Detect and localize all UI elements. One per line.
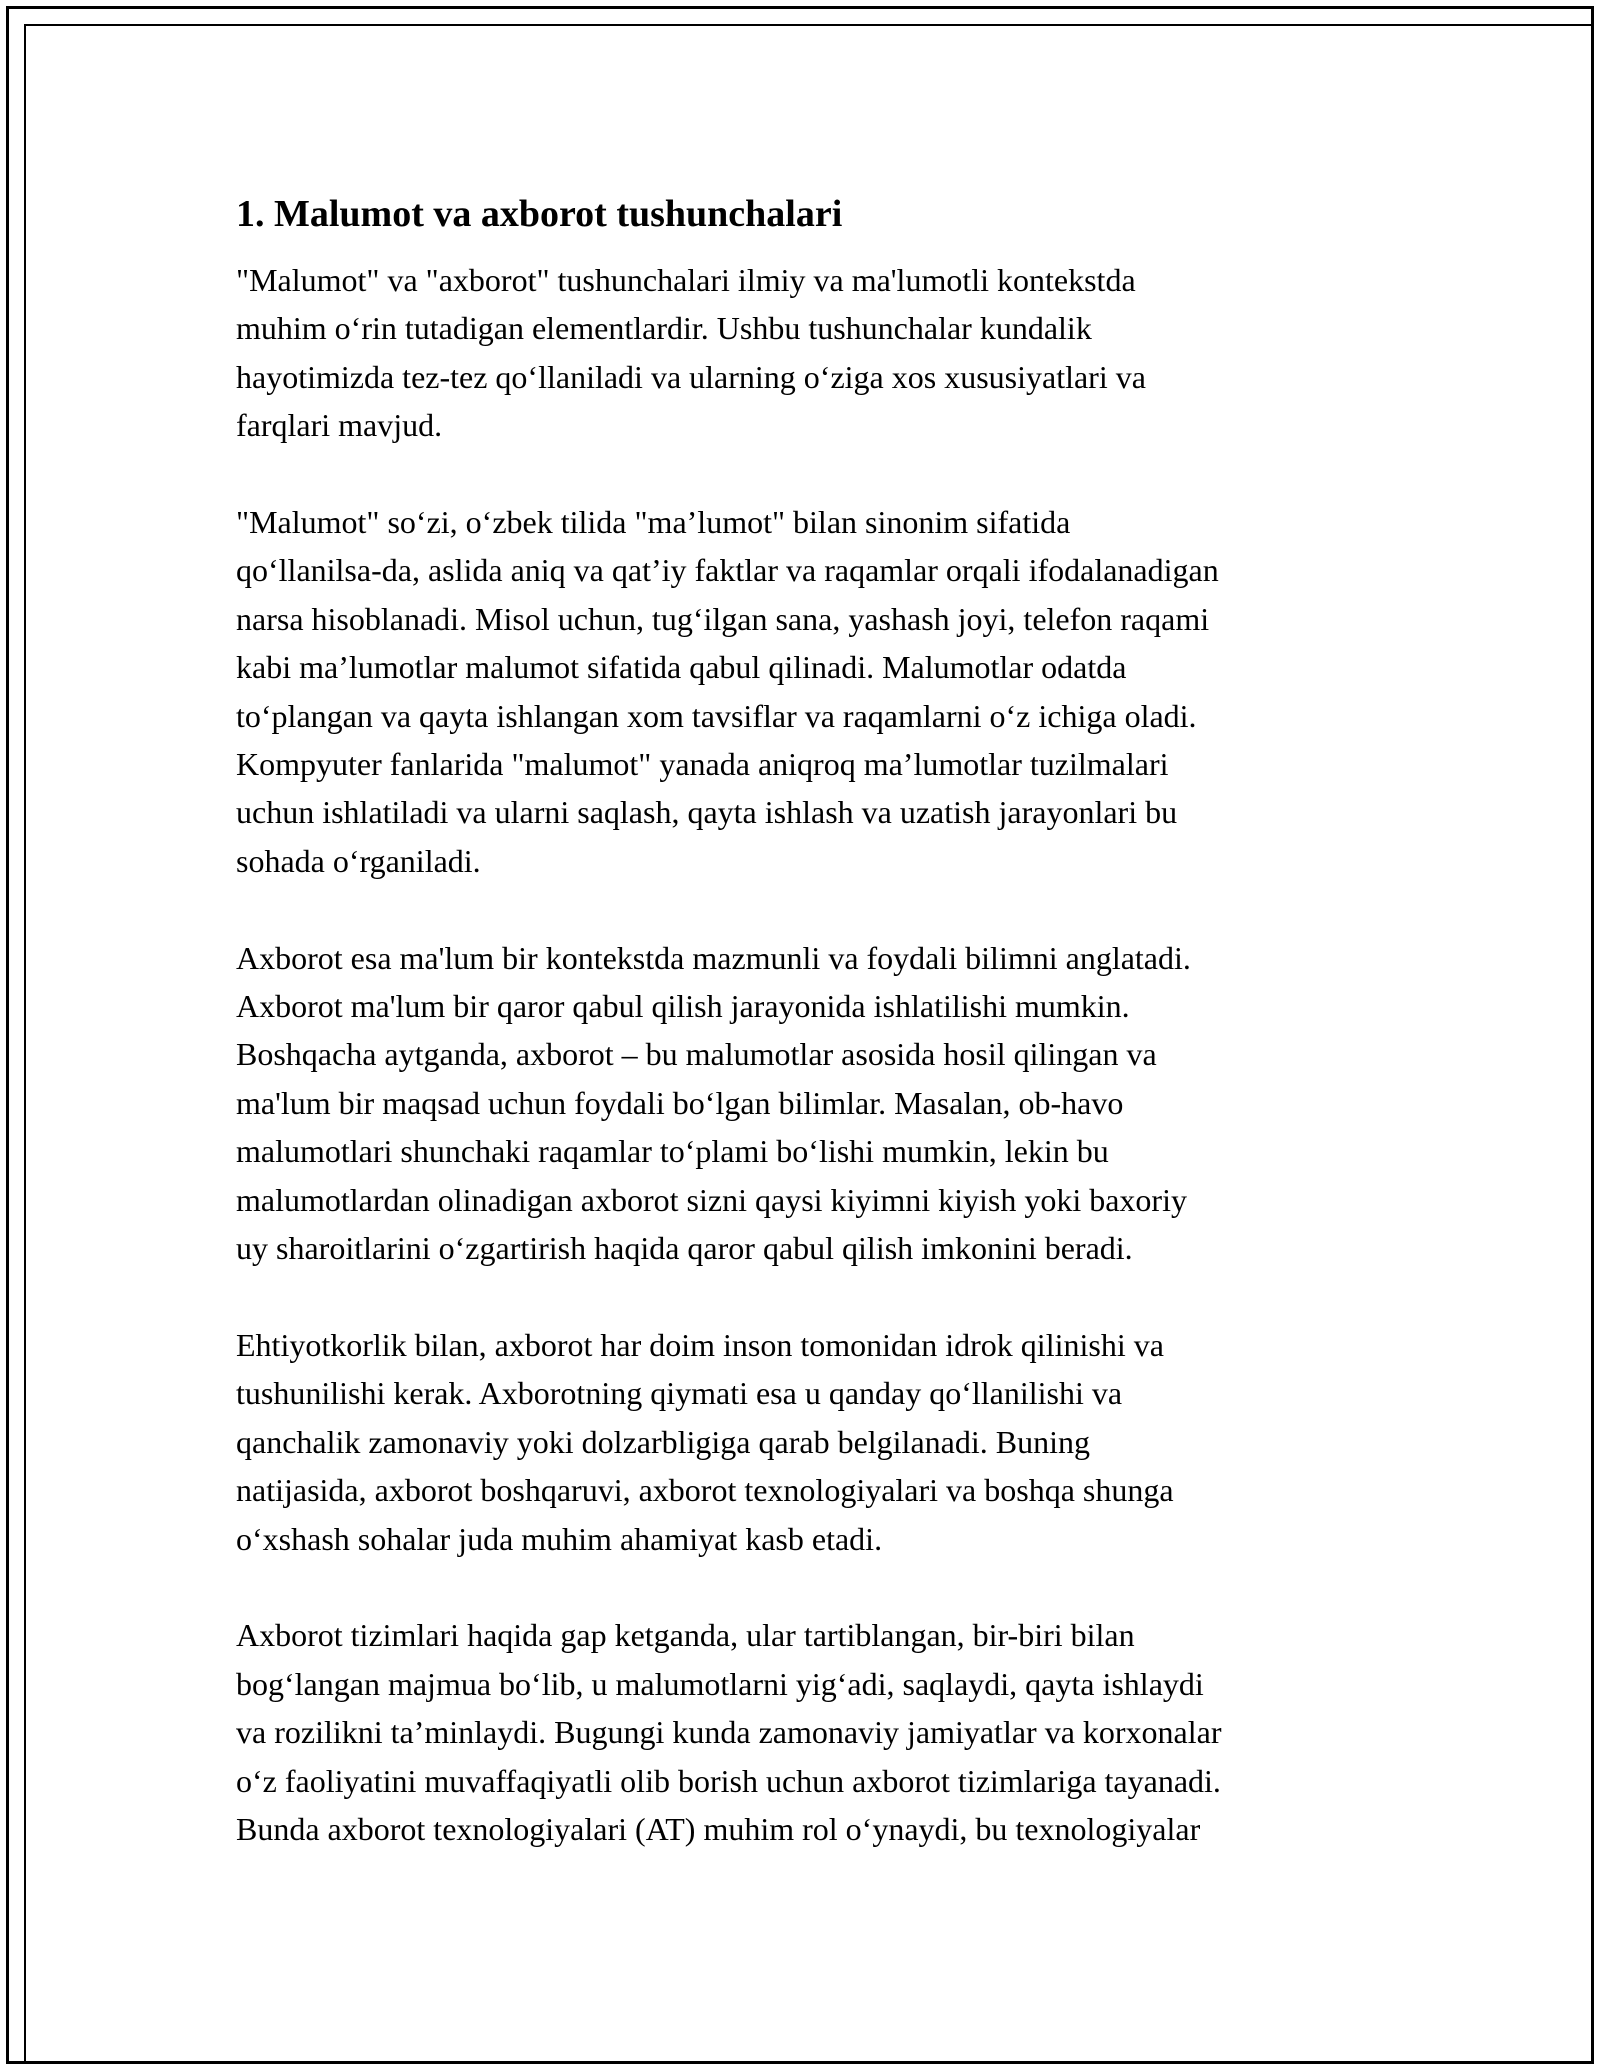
paragraph-definition-intro [236,256,1386,450]
text-line: va rozilikni ta’minlaydi. Bugungi kunda zamonaviy jamiyatlar va korxonalar [236,1714,1222,1751]
text-line: farqlari mavjud. [236,407,443,444]
document-body [236,190,1386,1902]
text-line: Ehtiyotkorlik bilan, axborot har doim inson tomonidan idrok qilinishi va [236,1326,1164,1363]
text-line: muhim o‘rin tutadigan elementlardir. Ushbu tushunchalar kundalik [236,310,1092,347]
section-heading: 1. Malumot va axborot tushunchalari [236,193,843,235]
text-line: sohada o‘rganiladi. [236,842,481,879]
text-line: ma'lum bir maqsad uchun foydali bo‘lgan bilimlar. Masalan, ob-havo [236,1084,1124,1121]
text-line: narsa hisoblanadi. Misol uchun, tug‘ilgan sana, yashash joyi, telefon raqami [236,600,1210,637]
text-line: Bunda axborot texnologiyalari (AT) muhim rol o‘ynaydi, bu texnologiyalar [236,1810,1201,1847]
text-line: uchun ishlatiladi va ularni saqlash, qayta ishlash va uzatish jarayonlari bu [236,794,1178,831]
text-line: o‘xshash sohalar juda muhim ahamiyat kasb etadi. [236,1520,883,1557]
text-line: kabi ma’lumotlar malumot sifatida qabul qilinadi. Malumotlar odatda [236,649,1127,686]
text-line: hayotimizda tez-tez qo‘llaniladi va ularning o‘ziga xos xususiyatlari va [236,358,1146,395]
text-line: Boshqacha aytganda, axborot – bu malumotlar asosida hosil qilingan va [236,1036,1157,1073]
text-line: malumotlari shunchaki raqamlar to‘plami bo‘lishi mumkin, lekin bu [236,1133,1109,1170]
paragraph-axborot [236,934,1386,1273]
text-line: qanchalik zamonaviy yoki dolzarbligiga qarab belgilanadi. Buning [236,1423,1090,1460]
text-line: Axborot esa ma'lum bir kontekstda mazmunli va foydali bilimni anglatadi. [236,939,1191,976]
text-line: tushunilishi kerak. Axborotning qiymati esa u qanday qo‘llanilishi va [236,1375,1123,1412]
text-line: "Malumot" va "axborot" tushunchalari ilmiy va ma'lumotli kontekstda [236,262,1136,298]
paragraph-malumot [236,498,1386,885]
text-line: Kompyuter fanlarida "malumot" yanada aniqroq ma’lumotlar tuzilmalari [236,746,1169,783]
text-line: to‘plangan va qayta ishlangan xom tavsiflar va raqamlarni o‘z ichiga oladi. [236,697,1197,734]
paragraph-ehtiyotkorlik [236,1321,1386,1563]
text-line: Axborot ma'lum bir qaror qabul qilish jarayonida ishlatilishi mumkin. [236,988,1130,1025]
text-line: natijasida, axborot boshqaruvi, axborot texnologiyalari va boshqa shunga [236,1472,1174,1509]
text-line: Axborot tizimlari haqida gap ketganda, ular tartiblangan, bir-biri bilan [236,1617,1135,1654]
text-line: malumotlardan olinadigan axborot sizni qaysi kiyimni kiyish yoki baxoriy [236,1181,1187,1218]
text-line: o‘z faoliyatini muvaffaqiyatli olib borish uchun axborot tizimlariga tayanadi. [236,1762,1221,1799]
text-line: "Malumot" so‘zi, o‘zbek tilida "ma’lumot" bilan sinonim sifatida [236,504,1071,541]
text-line: uy sharoitlarini o‘zgartirish haqida qaror qabul qilish imkonini beradi. [236,1230,1133,1267]
text-line: bog‘langan majmua bo‘lib, u malumotlarni yig‘adi, saqlaydi, qayta ishlaydi [236,1665,1204,1702]
paragraph-axborot-tizimlari [236,1611,1386,1853]
text-line: qo‘llanilsa-da, aslida aniq va qat’iy faktlar va raqamlar orqali ifodalanadigan [236,552,1219,589]
